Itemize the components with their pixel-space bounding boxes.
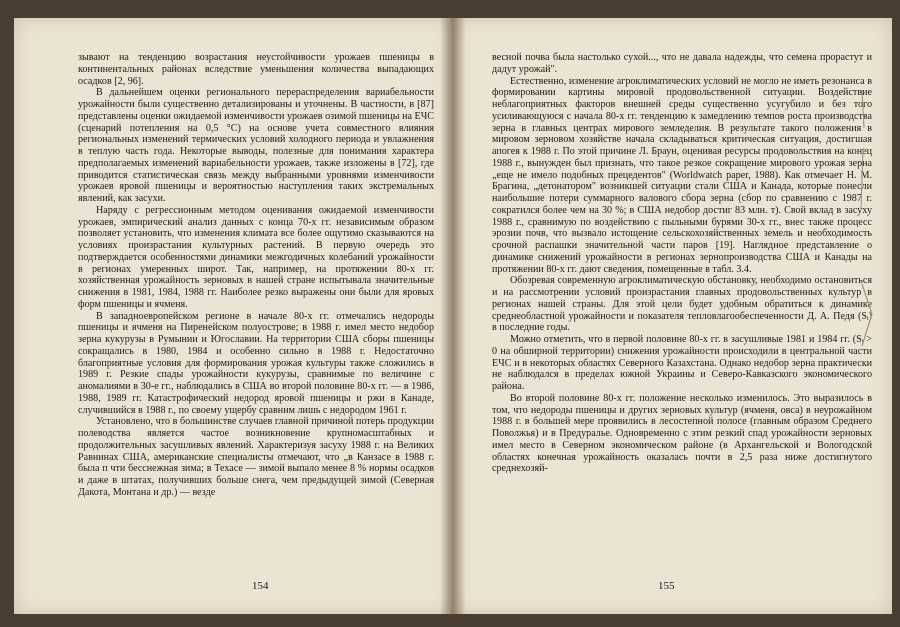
paragraph: Естественно, изменение агроклиматических условий не могло не иметь резонанса в формировании картины мировой продовольственной ситуации. Воздействие неблагоприятных факторов внешней среды существенно усугубило и без того усиливающуюся с начала 80-х гг. тенденцию к замедлению темпов роста производства зерна в главных центрах мирового земледелия. В результате такого положения в мировом зерновом хозяйстве начала складываться критическая ситуация, достигшая апогея к 1988 г. По этой причине Л. Браун, оценивая ресурсы продовольствия на конец 1988 г., вынужден был признать, что такое резкое сокращение мирового урожая зерна „еще не имело подобных прецедентов" (Worldwatch paper, 1988). Как отмечает Н. М. Брагина, „детонатором" возникшей ситуации стали США и Канада, которые понесли наибольшие потери суммарного валового сбора зерна (сбор по сравнению с 1987 г. сократился более чем на 30 %; в США недобор достиг 83 млн. т). Свой вклад в засуху 1988 г., сравнимую по воздействию с пыльными бурями 30-х гг., внес также процесс эрозии почв, что вызвало истощение сельскохозяйственных земель и необходимость срочной распашки значительной части паров [19]. Наглядное представление о динамике снижений урожайности в регионах зернопроизводства США и Канады на протяжении 80-х гг. дают сведения, помещенные в табл. 3.4. (492, 75, 872, 275)
left-page (14, 18, 452, 614)
pencil-arrow-mark-icon (856, 280, 880, 350)
page-number: 154 (252, 580, 269, 592)
paragraph: весной почва была настолько сухой..., что не давала надежды, что семена прорастут и дадут урожай". (492, 52, 872, 75)
left-page-text (78, 52, 434, 499)
paragraph: В дальнейшем оценки регионального перераспределения вариабельности урожайности были существенно детализированы и уточнены. В частности, в [87] представлены оценки ожидаемой изменчивости урожаев озимой пшеницы на ЕЧС (сценарий потепления на 0,5 °С) на основе учета совместного влияния региональных изменений термических условий холодного периода и увлажнения в теплую часть года. Некоторые выводы, полезные для понимания характера предполагаемых изменений вариабельности урожаев, также изложены в [72], где приводится статистическая связь между выбранными уровнями изменчивости урожаев яровой пшеницы и вероятностью наступления таких экстремальных явлений, как засухи. (78, 87, 434, 204)
right-page-text (492, 52, 872, 475)
pencil-margin-mark-icon (852, 88, 874, 228)
right-page (452, 18, 892, 614)
paragraph: Во второй половине 80-х гг. положение несколько изменилось. Это выразилось в том, что недороды пшеницы и других зерновых культур (ячменя, овса) в неурожайном 1988 г. в большей мере проявились в лесостепной полосе (главным образом Среднего Поволжья) и в Предуралье. Одновременно с этим резкий спад урожайности зерновых имел место в Северном экономическом районе (в Архангельской и Вологодской областях конечная урожайность оказалась почти в 2,5 раза ниже достигнутого среднехозяй- (492, 392, 872, 475)
paragraph: Обозревая современную агроклиматическую обстановку, необходимо остановиться и на рассмотрении условий произрастания главных продовольственных культур в регионах нашей страны. Для этой цели будет удобным обратиться к динамике среднеобластной урожайности и показателя тепловлагообеспеченности Д. А. Педя (Sᵢ) в последние годы. (492, 275, 872, 334)
page-number: 155 (658, 580, 675, 592)
paragraph: Установлено, что в большинстве случаев главной причиной потерь продукции полеводства является частое возникновение крупномасштабных и продолжительных засушливых явлений. Характеризуя засуху 1988 г. на Великих Равнинах США, американские специалисты отмечают, что „в Канзасе в 1988 г. была п чти бесснежная зима; в Техасе — зимой выпало менее 8 % нормы осадков и даже в штатах, получивших больше снега, чем предыдущей зимой (Северная Дакота, Монтана и др.) — везде (78, 416, 434, 498)
paragraph: Можно отметить, что в первой половине 80-х гг. в засушливые 1981 и 1984 гг. (Sᵢ > 0 на обширной территории) снижения урожайности происходили в центральной части ЕЧС и в некоторых областях Северного Казахстана. Однако недобор зерна практически не наблюдался в пределах южной Украины и Северо-Кавказского экономического района. (492, 334, 872, 392)
paragraph: Наряду с регрессионным методом оценивания ожидаемой изменчивости урожаев, эмпирический анализ данных с конца 70-х гг. независимым образом позволяет установить, что изменения климата все более ощутимо сказываются на условиях произрастания культурных растений. В первую очередь это подтверждается особенностями динамики межгодичных колебаний урожайности в регионах умеренных широт. Так, например, на протяжении 80-х гг. хозяйственная урожайность зерновых в нашей стране испытывала значительные снижения в 1981, 1984, 1988 гг. Наиболее резко выражены они были для яровых форм пшеницы и ячменя. (78, 204, 434, 310)
paragraph: зывают на тенденцию возрастания неустойчивости урожаев пшеницы в континентальных районах вследствие уменьшения количества выпадающих осадков [2, 96]. (78, 52, 434, 87)
paragraph: В западноевропейском регионе в начале 80-х гг. отмечались недороды пшеницы и ячменя на Пиренейском полуострове; в 1988 г. имел место недобор зерна кукурузы в Румынии и Югославии. На территории США сборы пшеницы сокращались в 1980, 1984 и особенно сильно в 1988 г. Недостаточно благоприятные условия для формирования урожая культуры также сложились в 1989 г. Резкие спады урожайности кукурузы, сравнимые по величине с аномалиями в 30-е гг., наблюдались в США во второй половине 80-х гг. — в 1986, 1988, 1989 гг. Катастрофический недород яровой пшеницы и ржи в Канаде, случившийся в 1988 г., по своему ущербу сравним лишь с недородом 1961 г. (78, 310, 434, 416)
book-gutter (440, 18, 466, 614)
